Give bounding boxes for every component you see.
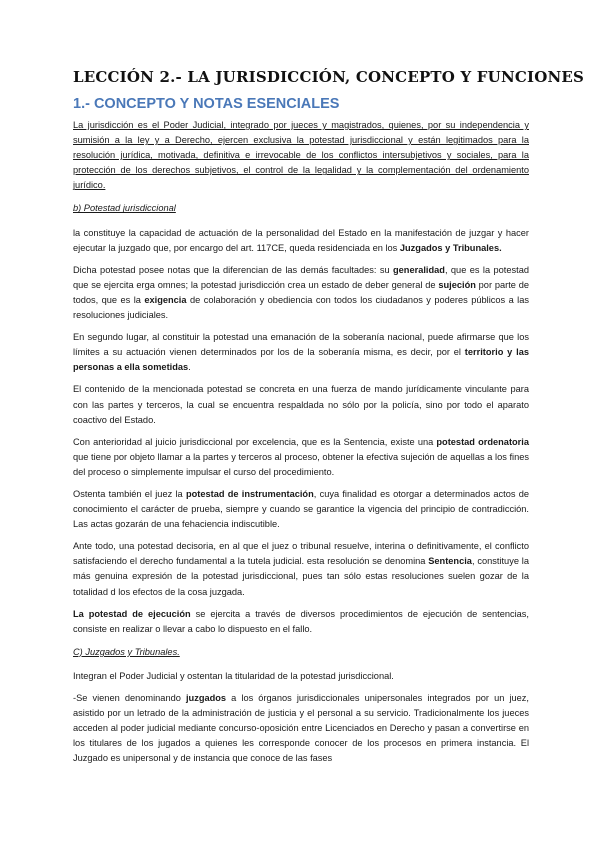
section-title: 1.- CONCEPTO Y NOTAS ESENCIALES (73, 96, 340, 112)
paragraph-2: Dicha potestad posee notas que la diferencian de las demás facultades: su generalidad, que es la potestad que se ejercita erga omnes; la potestad jurisdicción crea un estado de deber general de sujeción por parte de todos, que es la exigencia de colaboración y obediencia con todos los ciudadanos y poderes públicos a las resoluciones judiciales. (73, 264, 529, 321)
definition-paragraph: La jurisdicción es el Poder Judicial, integrado por jueces y magistrados, quienes, por su independencia y sumisión a la ley y a Derecho, ejercen exclusiva la potestad jurisdiccional y están legitimados para la resolución jurídica, motivada, definitiva e irrevocable de los conflictos intersubjetivos y sociales, para la protección de los derechos subjetivos, el control de la legalidad y la complementación del ordenamiento jurídico. (73, 120, 529, 191)
document-body (73, 68, 585, 766)
paragraph-8: La potestad de ejecución se ejercita a través de diversos procedimientos de ejecución de sentencias, consiste en realizar o llevar a cabo lo dispuesto en el fallo. (73, 608, 529, 634)
page-title: LECCIÓN 2.- LA JURISDICCIÓN, CONCEPTO Y FUNCIONES (73, 68, 585, 86)
paragraph-5: Con anterioridad al juicio jurisdiccional por excelencia, que es la Sentencia, existe una potestad ordenatoria que tiene por objeto llamar a la partes y terceros al proceso, obtener la efectiva sujeción de aquellas a los fines del proceso o simplemente impulsar el curso del procedimiento. (73, 436, 529, 477)
paragraph-6: Ostenta también el juez la potestad de instrumentación, cuya finalidad es otorgar a determinados actos de conocimiento el carácter de prueba, siempre y cuando se garantice la vigencia del principio de contradicción. Las actas gozarán de una fehaciencia indiscutible. (73, 488, 530, 530)
paragraph-1: la constituye la capacidad de actuación de la personalidad del Estado en la manifestación de juzgar y hacer ejecutar la juzgado que, por encargo del art. 117CE, queda residenciada en los Juzgados y Tribunales. (73, 227, 529, 253)
subheading-potestad-jurisdiccional: b) Potestad jurisdiccional (73, 203, 176, 214)
paragraph-4: El contenido de la mencionada potestad se concreta en una fuerza de mando jurídicamente vinculante para con las partes y terceros, la cual se encuentra respaldada no sólo por la policía, sino por todo el aparato coactivo del Estado. (73, 384, 529, 425)
subheading-juzgados-tribunales: C) Juzgados y Tribunales. (73, 646, 180, 657)
paragraph-3: En segundo lugar, al constituir la potestad una emanación de la soberanía nacional, puede afirmarse que los límites a su actuación vienen determinados por los de la soberanía misma, es decir, por el territorio y las personas a ella sometidas. (73, 332, 529, 373)
paragraph-10: -Se vienen denominando juzgados a los órganos jurisdiccionales unipersonales integrados por un juez, asistido por un letrado de la administración de justicia y el personal a su servicio. Tradicionalmente los jueces acceden al poder judicial mediante concurso-oposición entre Licenciados en Derecho y pasan a convertirse en los titulares de los jugados a quienes les corresponde conocer de los procesos en primera instancia. El Juzgado es unipersonal y de instancia que conoce de las fases (73, 693, 529, 764)
paragraph-9: Integran el Poder Judicial y ostentan la titularidad de la potestad jurisdiccional. (73, 670, 394, 681)
paragraph-7: Ante todo, una potestad decisoria, en al que el juez o tribunal resuelve, interina o definitivamente, el conflicto satisfaciendo el derecho fundamental a la tutela judicial. esta resolución se denomina Sentencia, constituye la más genuina expresión de la potestad jurisdiccional, pues tan sólo estas resoluciones suelen gozar de la totalidad d los efectos de la cosa juzgada. (73, 541, 529, 597)
